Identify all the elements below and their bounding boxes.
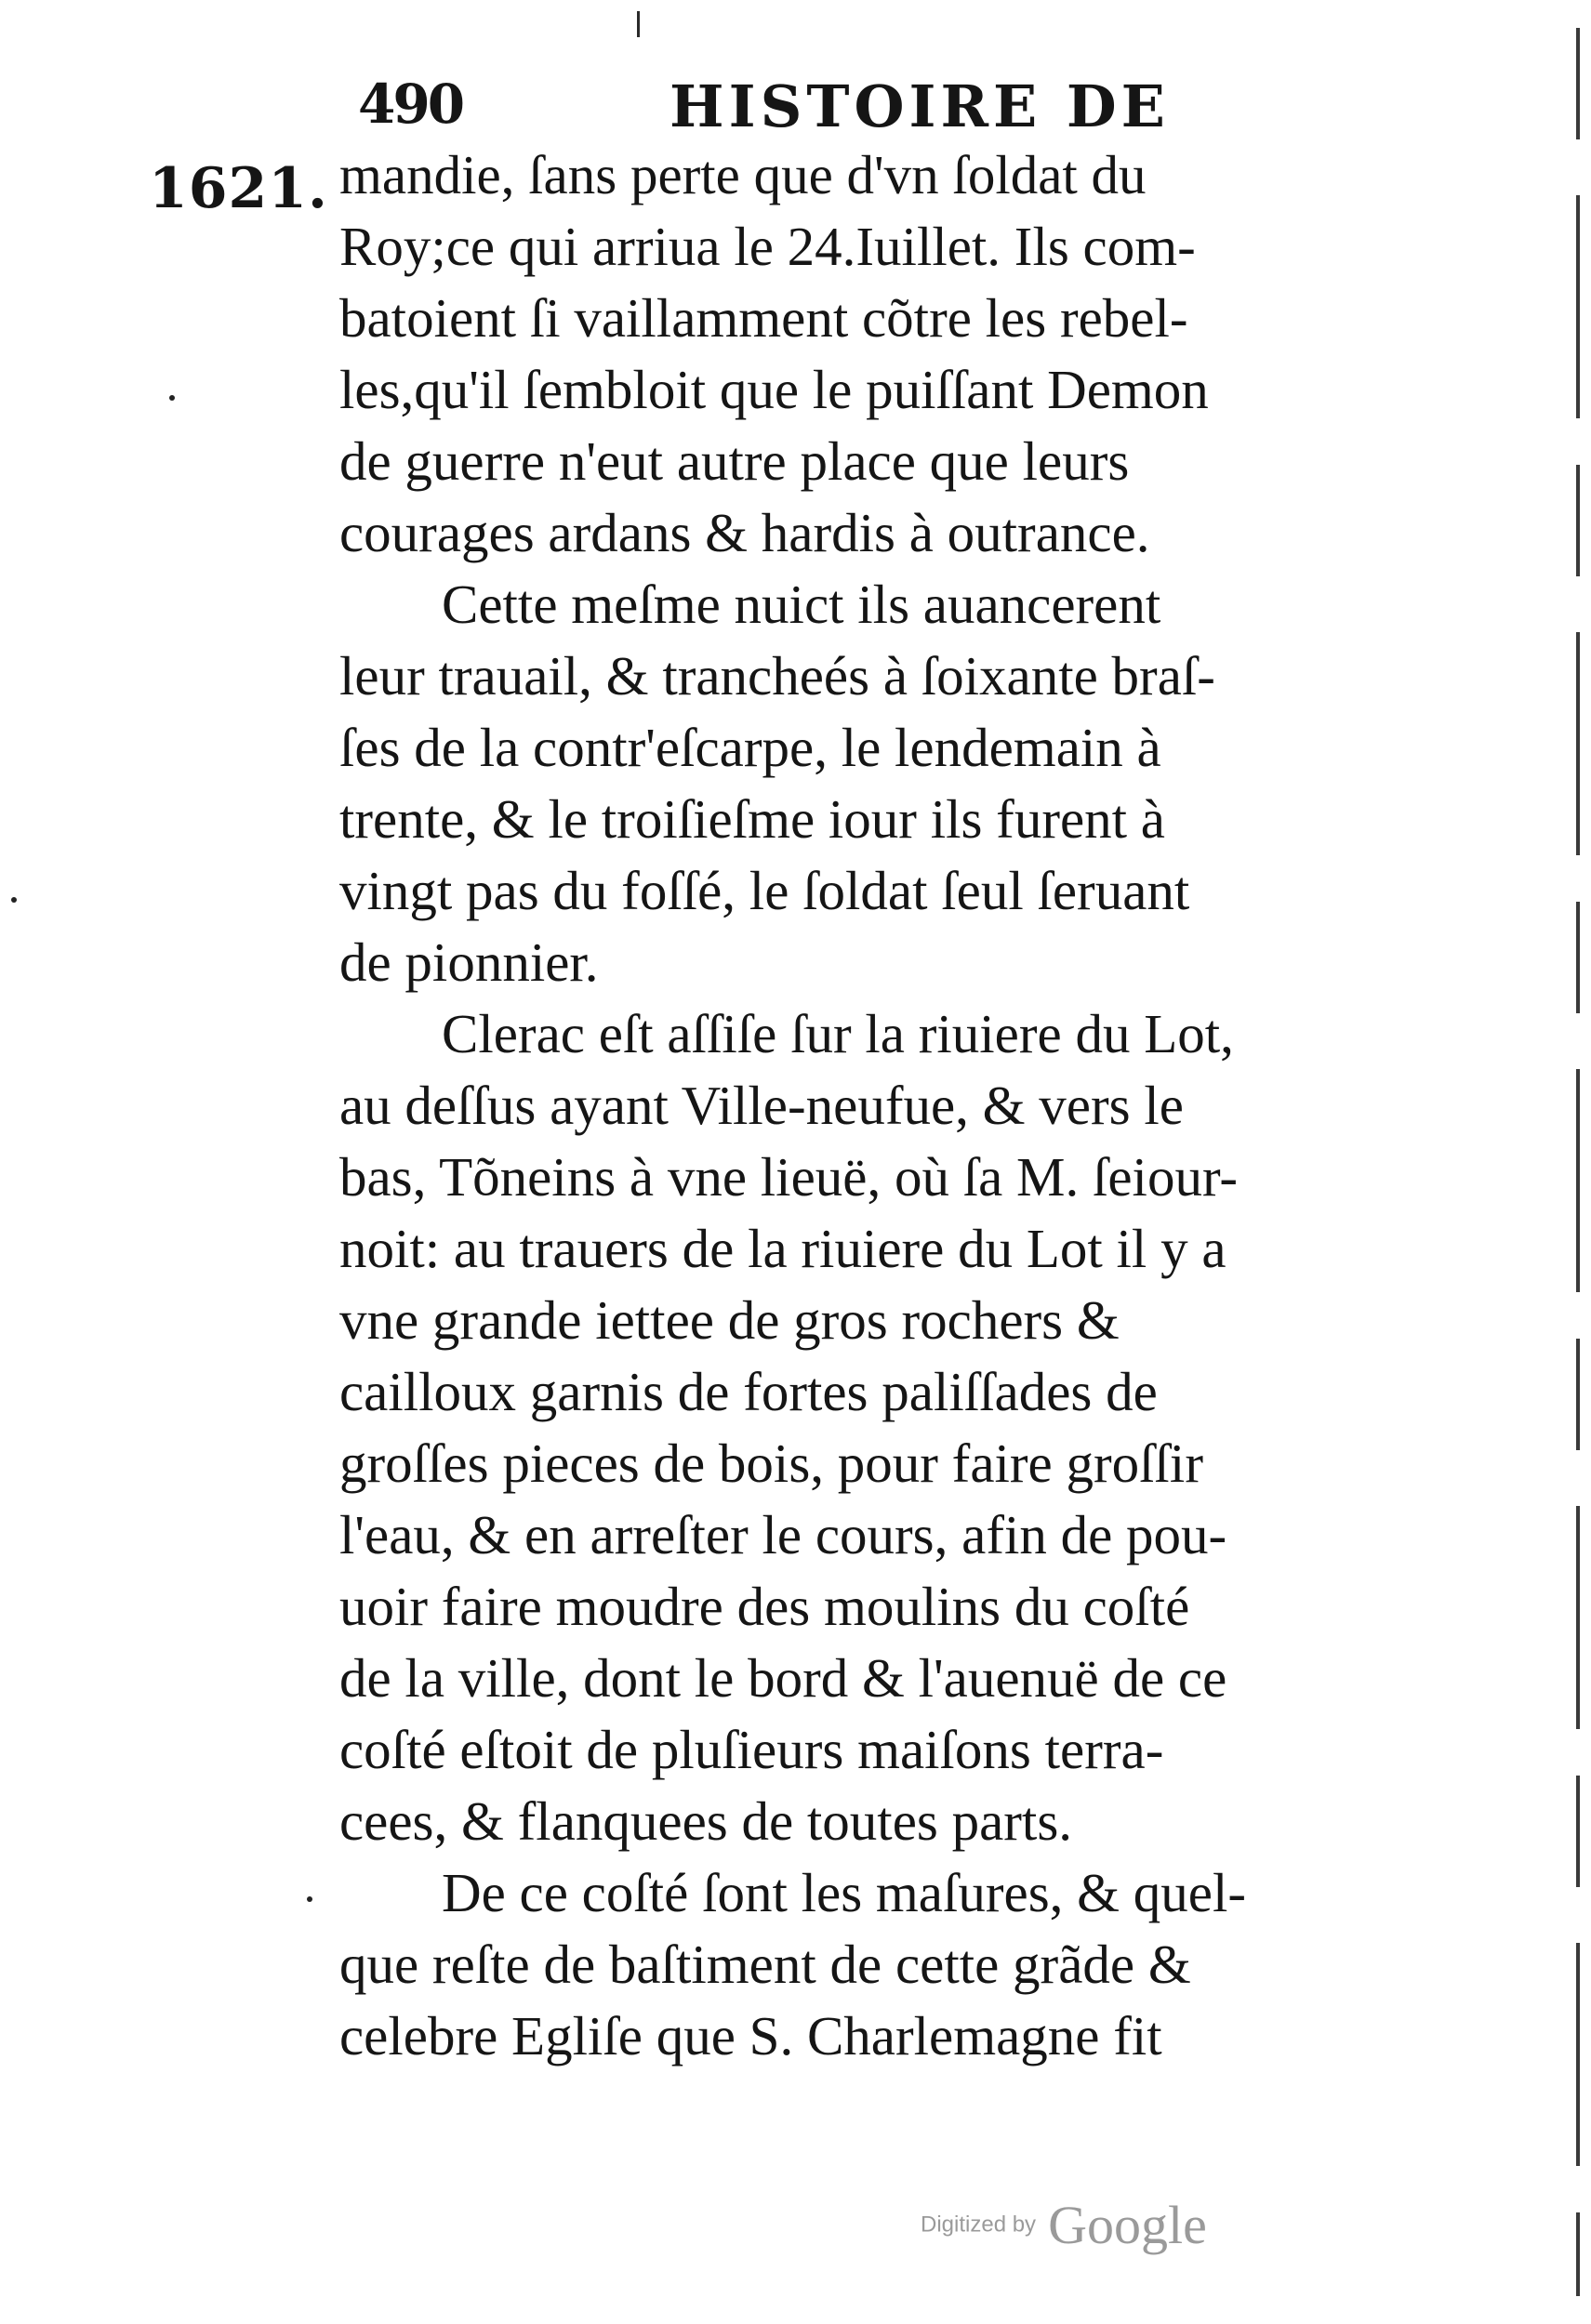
scan-mark	[637, 11, 640, 37]
page-number: 490	[358, 73, 463, 136]
scan-speck	[307, 1896, 312, 1902]
paragraph-start-line: Cette meſme nuict ils auancerent	[442, 574, 1161, 635]
text-line: vne grande iettee de gros rochers &	[339, 1289, 1120, 1351]
scan-speck	[169, 395, 175, 401]
text-line: celebre Egliſe que S. Charlemagne fit	[339, 2005, 1162, 2067]
page-edge-shadow	[1576, 28, 1580, 2296]
body-text	[339, 139, 1381, 2072]
watermark-brand: Google	[1048, 2195, 1207, 2255]
scan-speck	[11, 897, 17, 903]
paragraph-start-line: De ce coſté ſont les maſures, & quel-	[442, 1862, 1247, 1923]
text-line: groſſes pieces de bois, pour faire groſſir	[339, 1433, 1203, 1494]
text-line: au deſſus ayant Ville-neufue, & vers le	[339, 1075, 1184, 1136]
text-line: vingt pas du foſſé, le ſoldat ſeul ſeruant	[339, 860, 1190, 921]
text-line: noit: au trauers de la riuiere du Lot il y a	[339, 1218, 1226, 1279]
text-line: que reſte de baſtiment de cette grãde &	[339, 1934, 1191, 1995]
text-line: de guerre n'eut autre place que leurs	[339, 430, 1130, 492]
text-line: batoient ſi vaillamment cõtre les rebel-	[339, 287, 1188, 349]
text-line: bas, Tõneins à vne lieuë, où ſa M. ſeiour-	[339, 1146, 1239, 1208]
text-line: uoir faire moudre des moulins du coſté	[339, 1576, 1190, 1637]
text-line: trente, & le troiſieſme iour ils furent à	[339, 788, 1165, 850]
text-line: coſté eſtoit de pluſieurs maiſons terra-	[339, 1719, 1164, 1780]
text-line: leur trauail, & trancheés à ſoixante braſ-	[339, 645, 1215, 706]
text-line: Roy;ce qui arriua le 24.Iuillet. Ils com-	[339, 216, 1196, 277]
digitized-watermark	[921, 2194, 1207, 2256]
running-title: HISTOIRE DE	[670, 73, 1170, 140]
margin-year-note: 1621.	[149, 156, 328, 221]
text-line: de pionnier.	[339, 931, 599, 993]
text-line: ſes de la contr'eſcarpe, le lendemain à	[339, 717, 1161, 778]
text-line: cees, & flanquees de toutes parts.	[339, 1790, 1073, 1852]
text-line: cailloux garnis de fortes paliſſades de	[339, 1361, 1158, 1422]
paragraph-start-line: Clerac eſt aſſiſe ſur la riuiere du Lot,	[442, 1003, 1234, 1064]
text-line: l'eau, & en arreſter le cours, afin de pou-	[339, 1504, 1227, 1565]
text-line: mandie, ſans perte que d'vn ſoldat du	[339, 144, 1147, 205]
watermark-prefix: Digitized by	[921, 2212, 1037, 2238]
text-line: de la ville, dont le bord & l'auenuë de ce	[339, 1647, 1227, 1709]
text-line: les,qu'il ſembloit que le puiſſant Demon	[339, 359, 1209, 420]
text-line: courages ardans & hardis à outrance.	[339, 502, 1150, 563]
